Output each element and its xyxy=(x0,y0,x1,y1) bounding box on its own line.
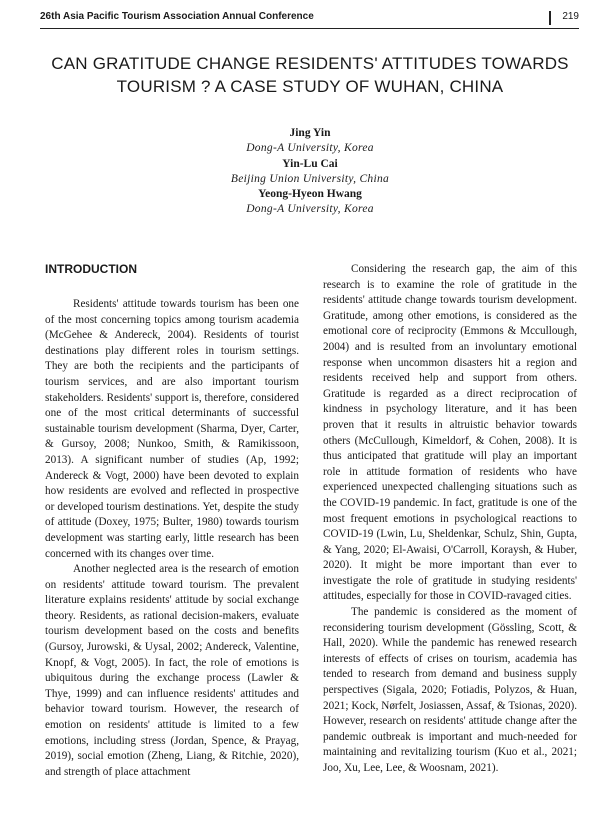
author-affiliation: Dong-A University, Korea xyxy=(246,203,374,216)
paper-title xyxy=(30,52,590,98)
header-divider xyxy=(549,11,551,25)
author-affiliation: Beijing Union University, China xyxy=(230,172,390,185)
section-heading: INTRODUCTION xyxy=(45,262,137,276)
paper-title-line-1: CAN GRATITUDE CHANGE RESIDENTS' ATTITUDES TOWARDS xyxy=(51,54,569,73)
body-paragraph: Residents' attitude towards tourism has been one of the most concerning topics among tourism academia (McGehee & Andereck, 2004). Residents of tourist destinations play different roles in tourism settings. They are both the recipients and the participants of tourism services, and are also important tourism stakeholders. Residents' support is, therefore, considered one of the most critical determinants of successful sustainable tourism development (Sharma, Dyer, Carter, & Gursoy, 2008; Nunkoo, Smith, & Ramikissoon, 2013). A significant number of studies (Ap, 1992; Andereck & Vogt, 2000) have been devoted to explain how residents are evolved and reflected in prospective or developed tourism destinations. Yet, despite the study of attitude (Doxey, 1975; Bulter, 1980) towards tourism development was starting early, little research has been concerned with its changes over time. xyxy=(45,298,299,560)
body-paragraph: Another neglected area is the research of emotion on residents' attitude toward tourism. The prevalent literature explains residents' attitude by social exchange theory. Residents, as rational decision-makers, evaluate tourism development based on the costs and benefits (Gursoy, Jurowski, & Uysal, 2002; Andereck, Valentine, Knopf, & Vogt, 2005). In fact, the role of emotions is ubiquitous during the exchange process (Lawler & Thye, 1999) and can influence residents' attitudes and behavior toward tourism. However, the research of emotion on residents' attitude is limited to a few emotions, including stress (Jordan, Spence, & Prayag, 2019), social emotion (Zheng, Liang, & Ritchie, 2020), and strength of place attachment xyxy=(45,563,299,778)
author-affiliation: Dong-A University, Korea xyxy=(246,142,374,155)
right-column xyxy=(323,262,577,777)
body-paragraph: Considering the research gap, the aim of this research is to examine the role of gratitude in the residents' attitude change towards tourism development. Gratitude, among other emotions, is considered as the emotional core of reciprocity (Emmons & Mccullough, 2004) and is resulted from an involuntary emotional response when uncommon disasters hit a region and residents received help and support from others. Gratitude is regarded as a direct reciprocation of kindness in psychology literature, and it has been proven that it results in altruistic behavior towards others (McCullough, Kimeldorf, & Cohen, 2008). It is thus anticipated that gratitude will play an important role in attitude formation of residents who have experienced unexpected challenging situations such as the COVID-19 pandemic. In fact, gratitude is one of the most frequent emotions in psychological reactions to COVID-19 (Lwin, Lu, Sheldenkar, Schulz, Shin, Gupta, & Yang, 2020; El-Awaisi, O'Carroll, Koraysh, & Huber, 2020). It might be more important than ever to investigate the role of gratitude in studying residents' attitudes, especially for those in COVID-ravaged cities. xyxy=(323,263,577,603)
left-column xyxy=(45,262,299,780)
author-name: Yin-Lu Cai xyxy=(282,157,338,170)
author-name: Yeong-Hyeon Hwang xyxy=(258,188,362,201)
body-paragraph: The pandemic is considered as the moment of reconsidering tourism development (Gössling, Scott, & Hall, 2020). While the pandemic has renewed research interests of effects of crises on tourism, academia has tended to research from demand and business supply perspectives (Sigala, 2020; Fotiadis, Polyzos, & Huan, 2021; Kock, Nørfelt, Josiassen, Assaf, & Tsionas, 2020). However, research on residents' attitude change after the pandemic outbreak is important and much-needed for maintaining and revitalizing tourism (Kuo et al., 2021; Joo, Xu, Lee, Lee, & Woosnam, 2021). xyxy=(323,606,577,774)
paper-title-line-2: TOURISM ? A CASE STUDY OF WUHAN, CHINA xyxy=(116,77,504,96)
author-block xyxy=(150,126,470,218)
running-header xyxy=(40,8,579,29)
page-number: 219 xyxy=(562,11,579,22)
conference-name: 26th Asia Pacific Tourism Association Annual Conference xyxy=(40,11,314,22)
author-name: Jing Yin xyxy=(289,127,331,139)
